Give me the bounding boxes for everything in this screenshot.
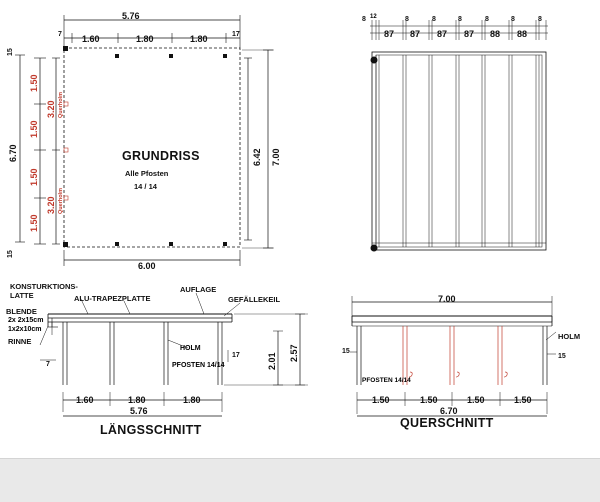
cross-seg-1: 1.50 <box>372 395 390 405</box>
plan-left-top-offset: 15 <box>7 48 14 56</box>
label-konstruktion: KONSTURKTIONS- <box>10 282 78 291</box>
plan-right-inner: 6.42 <box>252 148 262 166</box>
cross-section-title: QUERSCHNITT <box>400 416 494 430</box>
cross-holm-label: HOLM <box>558 332 581 341</box>
post-marker <box>223 242 227 246</box>
plan-subtitle: Alle Pfosten <box>125 169 169 178</box>
rafter-top-small-8: 8 <box>538 16 542 23</box>
label-blende-dim-2: 1x2x10cm <box>8 326 42 333</box>
floor-plan <box>15 15 274 266</box>
plan-top-left-offset: 7 <box>58 31 62 38</box>
rafter-top-small-1: 8 <box>362 16 366 23</box>
plan-right-outer: 7.00 <box>271 148 281 166</box>
rafter-top-small-5: 8 <box>458 16 462 23</box>
label-auflage: AUFLAGE <box>180 285 217 294</box>
plan-posts <box>63 46 227 247</box>
long-rinne-offset: 7 <box>46 361 50 368</box>
plan-querholm-label-1: Querholm <box>58 92 64 118</box>
rafter-spacing-2: 87 <box>410 29 421 39</box>
label-rinne: RINNE <box>8 337 32 346</box>
rafter-top-small-6: 8 <box>485 16 489 23</box>
post-marker <box>169 242 173 246</box>
rafter-top-small-4: 8 <box>432 16 436 23</box>
plan-red-seg-1: 1.50 <box>29 74 39 92</box>
plan-bottom-total: 6.00 <box>138 261 156 271</box>
querholm-markers <box>64 102 68 200</box>
plan-red-seg-4: 1.50 <box>29 214 39 232</box>
label-latte: LATTE <box>10 291 34 300</box>
cross-left-offset: 15 <box>342 348 350 355</box>
cross-total-top: 7.00 <box>438 294 456 304</box>
plan-red-pair-1: 3.20 <box>46 100 56 118</box>
plan-top-seg-3: 1.80 <box>190 34 208 44</box>
post-marker <box>63 242 68 247</box>
rafter-spacing-1: 87 <box>384 29 395 39</box>
rafter-top-small-2: 12 <box>370 14 377 20</box>
long-height-inner: 2.01 <box>267 352 277 370</box>
long-seg-2: 1.80 <box>128 395 146 405</box>
plan-top-seg-1: 1.60 <box>82 34 100 44</box>
corner-post-dot <box>371 57 378 64</box>
long-seg-3: 1.80 <box>183 395 201 405</box>
long-right-offset: 17 <box>232 352 240 359</box>
plan-post-size: 14 / 14 <box>134 182 157 191</box>
rafter-spacing-6: 88 <box>517 29 528 39</box>
cross-pfosten-label: PFOSTEN 14/14 <box>362 377 411 384</box>
label-alu-trapezplatte: ALU-TRAPEZPLATTE <box>74 294 151 303</box>
label-pfosten: PFOSTEN 14/14 <box>172 362 225 369</box>
rafter-spacing-4: 87 <box>464 29 475 39</box>
rafter-spacing-3: 87 <box>437 29 448 39</box>
footer-bar <box>0 458 600 502</box>
cross-right-offset: 15 <box>558 353 566 360</box>
plan-top-right-offset: 17 <box>232 31 240 38</box>
rafter-top-small-3: 8 <box>405 16 409 23</box>
plan-top-total: 5.76 <box>122 11 140 21</box>
long-section-title: LÄNGSSCHNITT <box>100 423 202 437</box>
label-blende-dim-1: 2x 2x15cm <box>8 317 44 324</box>
plan-red-pair-2: 3.20 <box>46 196 56 214</box>
cross-section-querholm-posts <box>403 326 507 385</box>
post-marker <box>63 46 68 51</box>
post-marker <box>223 54 227 58</box>
rafter-plan <box>370 20 548 250</box>
label-holm: HOLM <box>180 345 201 352</box>
plan-left-total: 6.70 <box>8 144 18 162</box>
cross-seg-2: 1.50 <box>420 395 438 405</box>
plan-red-seg-2: 1.50 <box>29 120 39 138</box>
post-marker <box>169 54 173 58</box>
plan-left-bottom-offset: 15 <box>7 250 14 258</box>
rafter-top-small-7: 8 <box>511 16 515 23</box>
post-marker <box>115 54 119 58</box>
cross-total: 6.70 <box>440 406 458 416</box>
long-height-outer: 2.57 <box>289 344 299 362</box>
plan-top-seg-2: 1.80 <box>136 34 154 44</box>
plan-querholm-label-2: Querholm <box>58 188 64 214</box>
label-blende: BLENDE <box>6 307 37 316</box>
post-marker <box>115 242 119 246</box>
long-seg-1: 1.60 <box>76 395 94 405</box>
plan-red-seg-3: 1.50 <box>29 168 39 186</box>
cross-seg-4: 1.50 <box>514 395 532 405</box>
rafter-spacing-5: 88 <box>490 29 501 39</box>
label-gefaellekeil: GEFÄLLEKEIL <box>228 295 281 304</box>
long-total: 5.76 <box>130 406 148 416</box>
plan-title: GRUNDRISS <box>122 149 200 163</box>
corner-post-dot <box>371 245 378 252</box>
cross-seg-3: 1.50 <box>467 395 485 405</box>
